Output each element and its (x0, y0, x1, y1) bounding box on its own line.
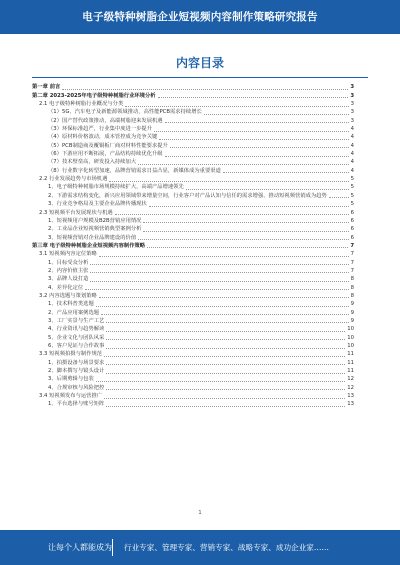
toc-entry-page: 4 (350, 159, 354, 166)
toc-subsection-entry[interactable] (32, 342, 354, 350)
toc-section-entry[interactable] (32, 100, 354, 108)
toc-entry-page: 10 (347, 334, 354, 341)
toc-entry-page: 4 (350, 134, 354, 141)
toc-section-entry[interactable] (32, 350, 354, 358)
toc-entry-label: 2、工业品企业短视频营销典型案例分析 (48, 226, 142, 233)
toc-chapter-entry[interactable] (32, 242, 354, 250)
toc-dot-leader (99, 256, 349, 257)
toc-entry-page: 6 (350, 234, 354, 241)
toc-subsection-entry[interactable] (32, 325, 354, 333)
footer-divider (112, 539, 113, 556)
toc-entry-page: 3 (350, 92, 354, 99)
toc-entry-label: 第三章 电子级特种树脂企业短视频内容制作策略 (32, 242, 146, 249)
toc-subsection-entry[interactable] (32, 258, 354, 266)
toc-dot-leader (125, 106, 348, 107)
footer-slogan: 让每个人都能成为 (48, 543, 112, 552)
toc-entry-label: 2、产品应用案例选题 (48, 309, 100, 316)
toc-subsection-entry[interactable] (32, 133, 354, 141)
toc-subsection-entry[interactable] (32, 275, 354, 283)
toc-section-entry[interactable] (32, 250, 354, 258)
toc-dot-leader (223, 172, 349, 173)
toc-dot-leader (138, 239, 349, 240)
toc-entry-label: 1、电子级特种树脂市场规模持续扩大，高端产品增速领先 (48, 184, 184, 191)
toc-subsection-entry[interactable] (32, 166, 354, 174)
toc-dot-leader (165, 122, 349, 123)
toc-heading-divider (32, 77, 368, 78)
toc-dot-leader (106, 348, 345, 349)
toc-entry-label: 1、目标受众分析 (48, 259, 89, 266)
toc-entry-label: 4、差异化定位 (48, 284, 84, 291)
toc-entry-page: 4 (350, 142, 354, 149)
toc-entry-label: （4）原材料价格波动，成本管控成为竞争关键 (48, 134, 158, 141)
toc-entry-label: 2.3 短视频平台发展现状与机遇 (39, 209, 113, 216)
toc-subsection-entry[interactable] (32, 150, 354, 158)
toc-entry-label: 6、客户见证与合作故事 (48, 343, 105, 349)
toc-entry-label: 2.1 电子级特种树脂行业概况与分类 (39, 101, 124, 108)
toc-entry-page: 4 (350, 151, 354, 158)
toc-subsection-entry[interactable] (32, 108, 354, 116)
toc-subsection-entry[interactable] (32, 300, 354, 308)
toc-entry-page: 3 (350, 84, 354, 91)
toc-entry-label: 2、脚本撰写与镜头设计 (48, 368, 105, 375)
toc-entry-label: 第一章 前言 (32, 84, 61, 91)
toc-subsection-entry[interactable] (32, 217, 354, 225)
toc-dot-leader (106, 389, 345, 390)
toc-subsection-entry[interactable] (32, 141, 354, 149)
toc-dot-leader (90, 264, 348, 265)
toc-dot-leader (104, 398, 345, 399)
toc-dot-leader (109, 181, 348, 182)
toc-entry-label: （2）国产替代政策推动，高端树脂迎来发展机遇 (48, 117, 163, 124)
toc-entry-label: 3.4 短视频发布与运营推广 (39, 393, 103, 400)
toc-subsection-entry[interactable] (32, 158, 354, 166)
toc-entry-label: 4、行业资讯与趋势解读 (48, 326, 105, 333)
toc-dot-leader (138, 164, 349, 165)
toc-subsection-entry[interactable] (32, 333, 354, 341)
toc-dot-leader (106, 339, 345, 340)
toc-subsection-entry[interactable] (32, 400, 354, 408)
toc-entry-label: 2.2 行业发展趋势与市场机遇 (39, 176, 108, 183)
toc-entry-page: 6 (350, 217, 354, 224)
toc-dot-leader (143, 222, 348, 223)
toc-entry-label: 4、合规审核与风险把控 (48, 384, 105, 391)
toc-entry-page: 11 (347, 368, 354, 375)
toc-dot-leader (106, 373, 345, 374)
toc-entry-label: （8）行业数字化转型加速，品牌营销需求日益凸显，新媒体成为重要渠道 (48, 167, 221, 174)
toc-entry-label: （7）技术壁垒高，研发投入持续加大 (48, 159, 137, 166)
toc-subsection-entry[interactable] (32, 200, 354, 208)
toc-entry-label: （3）环保标准趋严，行业集中度进一步提升 (48, 126, 153, 133)
toc-entry-label: 2、内容价值主张 (48, 267, 89, 274)
toc-dot-leader (149, 206, 349, 207)
toc-subsection-entry[interactable] (32, 233, 354, 241)
toc-subsection-entry[interactable] (32, 183, 354, 191)
toc-entry-page: 9 (350, 317, 354, 324)
toc-subsection-entry[interactable] (32, 225, 354, 233)
report-header-bar (0, 0, 400, 34)
toc-subsection-entry[interactable] (32, 358, 354, 366)
toc-dot-leader (96, 381, 346, 382)
toc-dot-leader (90, 272, 348, 273)
toc-entry-label: 3、工厂实景与生产工艺 (48, 317, 105, 324)
footer-bar (0, 530, 400, 565)
toc-entry-label: 第二章 2023-2025年电子级特种树脂行业环境分析 (32, 92, 156, 99)
toc-entry-page: 3 (350, 101, 354, 108)
toc-entry-page: 13 (347, 401, 354, 408)
toc-dot-leader (106, 322, 348, 323)
toc-subsection-entry[interactable] (32, 367, 354, 375)
toc-entry-page: 8 (350, 292, 354, 299)
toc-dot-leader (90, 281, 348, 282)
toc-entry-label: 3、品牌人设打造 (48, 276, 89, 283)
toc-subsection-entry[interactable] (32, 317, 354, 325)
toc-dot-leader (165, 156, 349, 157)
toc-entry-label: 3.2 内容选题与策划策略 (39, 292, 97, 299)
toc-subsection-entry[interactable] (32, 191, 354, 199)
toc-entry-label: 1、平台选择与账号矩阵 (48, 401, 105, 408)
toc-entry-label: 3.1 短视频内容定位策略 (39, 251, 97, 258)
toc-entry-page: 3 (350, 109, 354, 116)
toc-dot-leader (85, 289, 348, 290)
toc-dot-leader (204, 114, 349, 115)
toc-entry-page: 8 (350, 276, 354, 283)
toc-entry-label: 1、拍摄设备与场景要求 (48, 359, 105, 366)
toc-subsection-entry[interactable] (32, 375, 354, 383)
toc-entry-label: 1、短视频用户规模及B2B营销应用情况 (48, 217, 142, 224)
toc-entry-label: （6）下游应用不断拓展，产品结构持续优化升级 (48, 151, 163, 158)
toc-entry-page: 11 (347, 359, 354, 366)
toc-entry-page: 4 (350, 167, 354, 174)
toc-dot-leader (62, 89, 348, 90)
toc-subsection-entry[interactable] (32, 116, 354, 124)
toc-dot-leader (186, 189, 349, 190)
toc-dot-leader (147, 247, 348, 248)
toc-dot-leader (101, 314, 349, 315)
toc-entry-label: （1）5G、汽车电子及新能源领域推动，高性能PCB需求持续增长 (48, 109, 202, 116)
toc-dot-leader (106, 406, 345, 407)
toc-dot-leader (106, 331, 345, 332)
report-title: 电子级特种树脂企业短视频内容制作策略研究报告 (82, 11, 318, 23)
toc-dot-leader (154, 131, 349, 132)
toc-dot-leader (159, 139, 348, 140)
toc-dot-leader (143, 231, 348, 232)
toc-entry-label: 3.3 短视频拍摄与制作规范 (39, 351, 103, 358)
toc-entry-label: （5）PCB制造商及覆铜板厂商对材料性能要求提升 (48, 142, 168, 149)
toc-dot-leader (170, 147, 349, 148)
toc-dot-leader (329, 197, 349, 198)
toc-entry-label: 1、技术科普类选题 (48, 301, 94, 308)
footer-tagline: 行业专家、管理专家、营销专家、战略专家、成功企业家…… (124, 543, 330, 552)
toc-entry-label: 3、行业竞争格局及主要企业品牌传播现状 (48, 201, 147, 208)
page-number: 1 (198, 510, 202, 516)
toc-dot-leader (115, 214, 349, 215)
toc-section-entry[interactable] (32, 208, 354, 216)
toc-entry-page: 6 (350, 209, 354, 216)
toc-entry-page: 7 (350, 259, 354, 266)
toc-entry-page: 5 (350, 184, 354, 191)
toc-entry-page: 3 (350, 117, 354, 124)
toc-entry-page: 7 (350, 242, 354, 249)
toc-entry-label: 3、短视频营销对企业品牌建设的价值 (48, 234, 137, 241)
toc-dot-leader (99, 297, 349, 298)
toc-entry-page: 7 (350, 251, 354, 258)
toc-entry-label: 2、下游需求结构变化，新兴应用领域带来增量空间，行业客户对产品认知与信任的需求增强，推动短视频营销成为趋势 (48, 192, 327, 199)
toc-entry-page: 10 (347, 326, 354, 333)
toc-dot-leader (104, 356, 345, 357)
toc-entry-page: 10 (347, 343, 354, 349)
toc-entry-page: 11 (347, 351, 354, 358)
toc-entry-page: 7 (350, 267, 354, 274)
toc-entry-page: 4 (350, 126, 354, 133)
toc-subsection-entry[interactable] (32, 125, 354, 133)
toc-entry-page: 5 (350, 176, 354, 183)
toc-subsection-entry[interactable] (32, 267, 354, 275)
toc-entry-label: 3、后期剪辑与包装 (48, 376, 94, 383)
toc-subsection-entry[interactable] (32, 383, 354, 391)
toc-entry-page: 12 (347, 384, 354, 391)
toc-entry-page: 6 (350, 226, 354, 233)
toc-subsection-entry[interactable] (32, 308, 354, 316)
toc-dot-leader (96, 306, 349, 307)
toc-section-entry[interactable] (32, 392, 354, 400)
toc-entry-page: 9 (350, 309, 354, 316)
toc-entry-label: 5、企业文化与团队风采 (48, 334, 105, 341)
toc-entry-page: 12 (347, 376, 354, 383)
table-of-contents (32, 83, 354, 408)
toc-entry-page: 8 (350, 284, 354, 291)
toc-chapter-entry[interactable] (32, 91, 354, 99)
toc-dot-leader (106, 364, 345, 365)
toc-entry-page: 5 (350, 192, 354, 199)
toc-subsection-entry[interactable] (32, 283, 354, 291)
toc-chapter-entry[interactable] (32, 83, 354, 91)
toc-entry-page: 5 (350, 201, 354, 208)
toc-entry-page: 9 (350, 301, 354, 308)
toc-heading: 内容目录 (175, 56, 224, 70)
toc-section-entry[interactable] (32, 292, 354, 300)
toc-entry-page: 13 (347, 393, 354, 400)
toc-section-entry[interactable] (32, 175, 354, 183)
toc-dot-leader (158, 97, 349, 98)
